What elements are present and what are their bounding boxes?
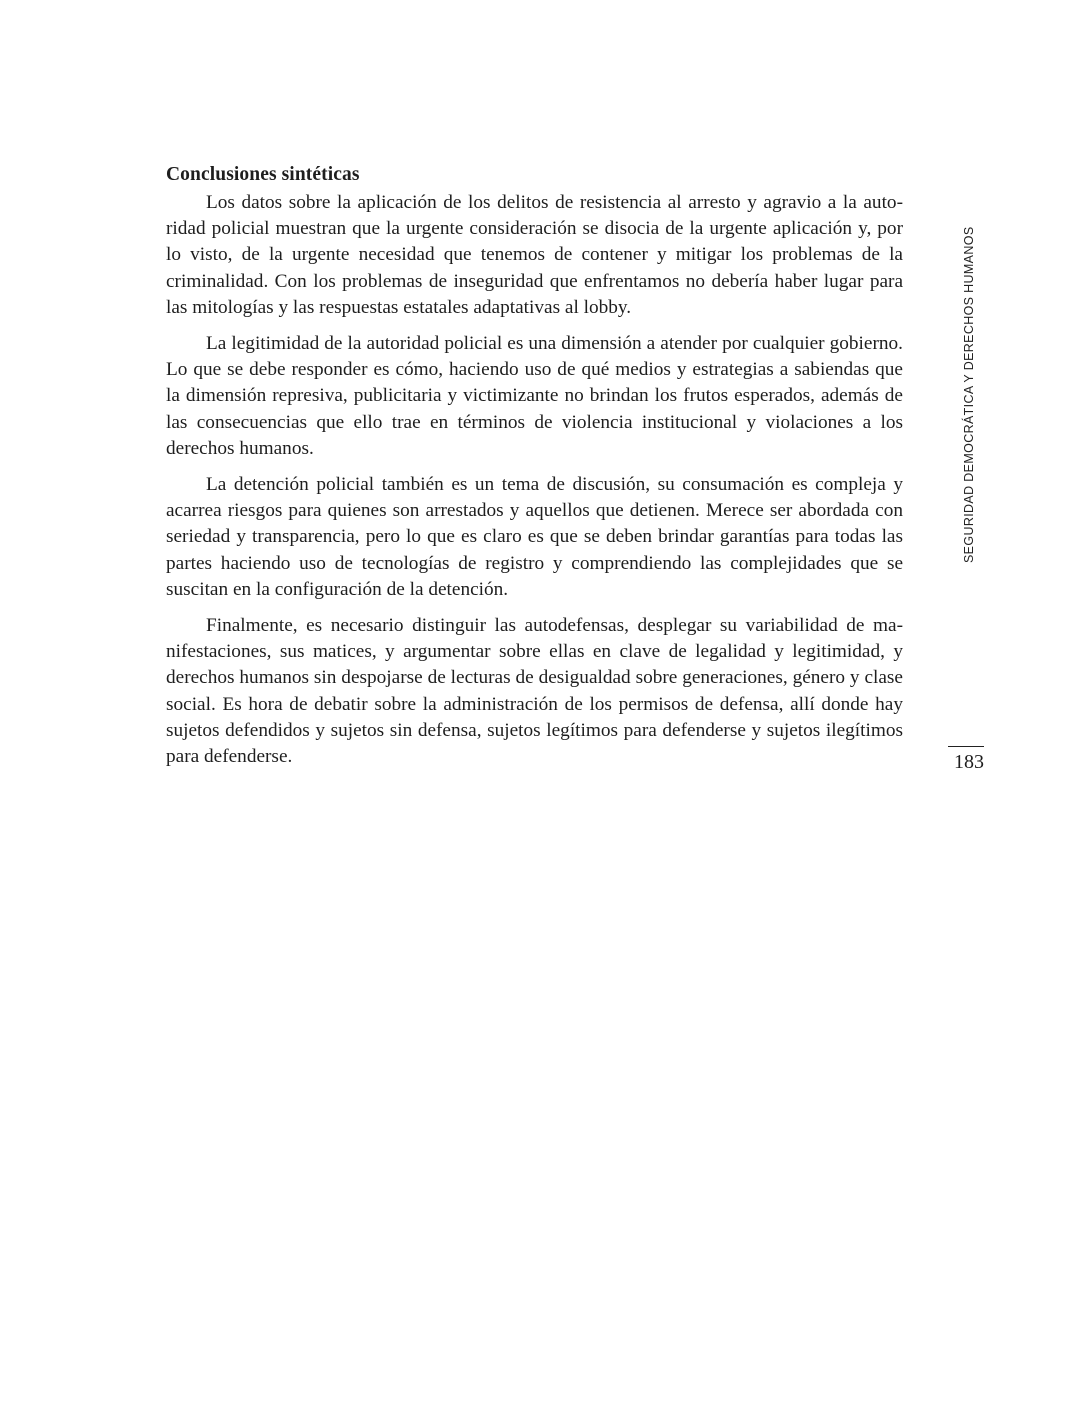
- page-number-rule: [948, 746, 984, 747]
- running-head: SEGURIDAD DEMOCRÁTICA Y DERECHOS HUMANOS: [962, 226, 976, 563]
- paragraph-2: La legitimidad de la autoridad policial es una dimensión a atender por cualquier gobierno. Lo que se debe responder es cómo, haciendo uso de qué medios y estrategias a sabiendas que la dimensión represiva, publicitaria y victimizante no brindan los frutos esperados, además de las consecuencias que ello trae en términos de violencia institucional y violaciones a los derechos humanos.: [166, 333, 903, 459]
- paragraph-1: Los datos sobre la aplicación de los delitos de resistencia al arresto y agravio a la autoridad policial muestran que la urgente consideración se disocia de la urgente aplicación y, por lo visto, de la urgente necesidad que tenemos de contener y mitigar los problemas de la criminalidad. Con los problemas de inseguridad que enfrentamos no debería haber lugar para las mitologías y las respuestas estatales adaptativas al lobby.: [166, 192, 903, 318]
- body-text: [166, 162, 903, 780]
- paragraph-4: Finalmente, es necesario distinguir las autodefensas, desplegar su variabilidad de manifestaciones, sus matices, y argumentar sobre ellas en clave de legalidad y legitimidad, y derechos humanos sin despojarse de lecturas de desigualdad sobre generaciones, género y clase social. Es hora de debatir sobre la administración de los permisos de defensa, allí donde hay sujetos defendidos y sujetos sin defensa, sujetos legítimos para defenderse y sujetos ilegítimos para defenderse.: [166, 615, 903, 768]
- paragraph-3: La detención policial también es un tema de discusión, su consumación es compleja y acarrea riesgos para quienes son arrestados y aquellos que detienen. Merece ser abordada con seriedad y transparencia, pero lo que es claro es que se deben brindar garantías para todas las partes haciendo uso de tecnologías de registro y comprendiendo las complejidades que se suscitan en la configuración de la detención.: [166, 474, 903, 600]
- section-heading: Conclusiones sintéticas: [166, 164, 360, 185]
- page-number: 183: [954, 751, 984, 773]
